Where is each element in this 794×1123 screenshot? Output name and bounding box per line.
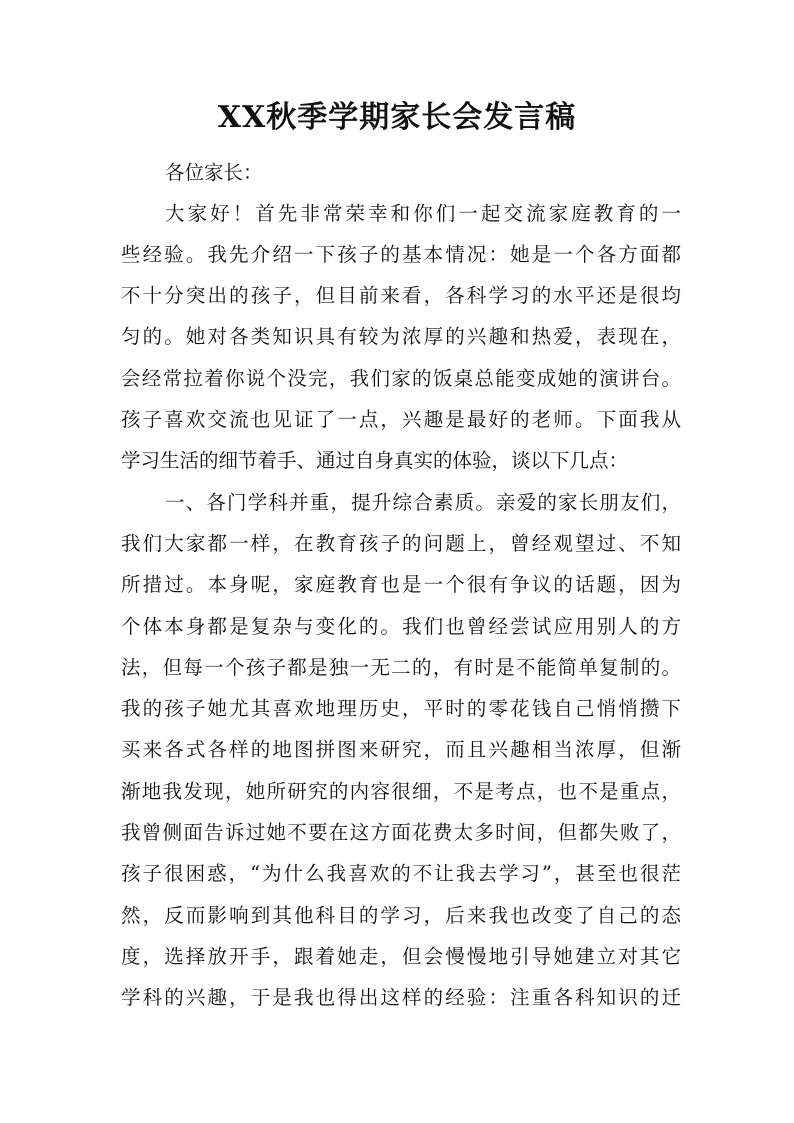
- paragraph-line: 然，反而影响到其他科目的学习，后来我也改变了自己的态: [121, 904, 681, 927]
- paragraph-line: 买来各式各样的地图拼图来研究，而且兴趣相当浓厚，但渐: [121, 738, 681, 761]
- paragraph-line: 度，选择放开手，跟着她走，但会慢慢地引导她建立对其它: [121, 945, 681, 968]
- paragraph-line: 学习生活的细节着手、通过自身真实的体验，谈以下几点：: [121, 449, 629, 472]
- paragraph-line: 不十分突出的孩子，但目前来看，各科学习的水平还是很均: [121, 284, 681, 307]
- paragraph-line: 渐地我发现，她所研究的内容很细，不是考点，也不是重点，: [121, 780, 681, 803]
- paragraph-line: 法，但每一个孩子都是独一无二的，有时是不能简单复制的。: [121, 656, 681, 679]
- paragraph-line: 大家好！首先非常荣幸和你们一起交流家庭教育的一: [165, 202, 681, 225]
- document-title: XX秋季学期家长会发言稿: [217, 100, 577, 135]
- paragraph-line: 我曾侧面告诉过她不要在这方面花费太多时间，但都失败了，: [121, 821, 681, 844]
- paragraph-line: 所措过。本身呢，家庭教育也是一个很有争议的话题，因为: [121, 573, 681, 596]
- paragraph-line: 匀的。她对各类知识具有较为浓厚的兴趣和热爱，表现在，: [121, 325, 681, 348]
- paragraph-line: 个体本身都是复杂与变化的。我们也曾经尝试应用别人的方: [121, 615, 681, 638]
- paragraph-line: 孩子很困惑，“为什么我喜欢的不让我去学习”，甚至也很茫: [121, 862, 681, 885]
- paragraph-line: 我们大家都一样，在教育孩子的问题上，曾经观望过、不知: [121, 532, 681, 555]
- salutation: 各位家长：: [165, 161, 263, 184]
- paragraph-line: 学科的兴趣，于是我也得出这样的经验：注重各科知识的迁: [121, 986, 681, 1009]
- paragraph-line: 我的孩子她尤其喜欢地理历史，平时的零花钱自己悄悄攒下: [121, 697, 681, 720]
- paragraph-line: 孩子喜欢交流也见证了一点，兴趣是最好的老师。下面我从: [121, 408, 681, 431]
- paragraph-line: 些经验。我先介绍一下孩子的基本情况：她是一个各方面都: [121, 243, 681, 266]
- paragraph-line: 一、各门学科并重，提升综合素质。亲爱的家长朋友们，: [165, 491, 681, 514]
- paragraph-line: 会经常拉着你说个没完，我们家的饭桌总能变成她的演讲台。: [121, 367, 681, 390]
